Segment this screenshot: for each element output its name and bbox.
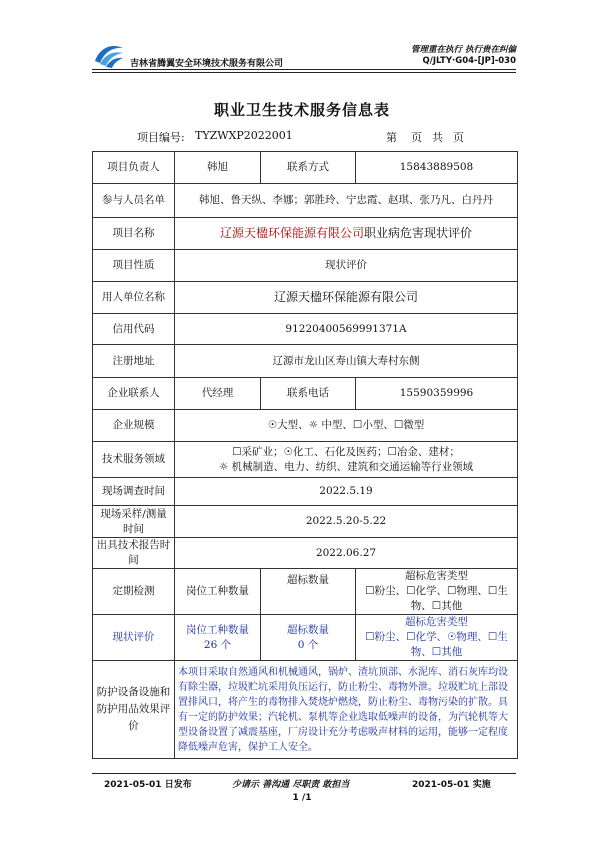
header-rule	[92, 69, 516, 70]
value-survey-time: 2022.5.19	[175, 478, 518, 506]
status-posts-label: 岗位工种数量	[186, 623, 249, 636]
label-status-evaluation: 现状评价	[93, 615, 175, 661]
row-report-time	[93, 538, 518, 569]
status-over	[261, 615, 356, 661]
service-field-line1: ☐采矿业；☉化工、石化及医药；☐冶金、建材；	[232, 445, 460, 458]
value-project-type: 现状评价	[175, 250, 518, 282]
page-marker-gong: 共	[432, 131, 443, 144]
value-service-field	[175, 442, 518, 478]
footer-publish-date: 2021-05-01 日发布	[104, 780, 192, 790]
status-posts	[175, 615, 261, 661]
periodic-hazard-type	[356, 569, 518, 615]
value-enterprise-contact: 代经理	[175, 378, 261, 410]
label-project-lead: 项目负责人	[93, 152, 175, 184]
periodic-over-label	[261, 569, 356, 615]
periodic-hazard-line1: ☐粉尘、☐化学、☐物理、☐生	[365, 585, 508, 597]
value-members: 韩旭、鲁天纵、李娜；郭胜玲、宁忠霞、赵琪、张乃凡、白丹丹	[175, 184, 518, 218]
label-project-name: 项目名称	[93, 218, 175, 250]
status-over-value: 0 个	[297, 638, 319, 651]
footer-effective-date: 2021-05-01 实施	[412, 780, 491, 790]
footer-rule	[92, 773, 516, 774]
label-enterprise-contact: 企业联系人	[93, 378, 175, 410]
value-credit-code: 91220400569991371A	[175, 314, 518, 345]
row-project-type	[93, 250, 518, 282]
service-field-line2: ☼ 机械制造、电力、纺织、建筑和交通运输等行业领域	[218, 460, 474, 473]
status-hazard-type	[356, 615, 518, 661]
page-marker-di: 第	[386, 131, 397, 144]
label-employer: 用人单位名称	[93, 282, 175, 314]
row-enterprise-scale	[93, 410, 518, 442]
row-employer	[93, 282, 518, 314]
periodic-hazard-title: 超标危害类型	[405, 570, 468, 582]
header-rule-thin	[92, 72, 516, 73]
row-periodic-test	[93, 569, 518, 615]
row-project-lead	[93, 152, 518, 184]
label-contact-method: 联系方式	[261, 152, 356, 184]
page-marker-ye2: 页	[453, 131, 464, 144]
row-enterprise-contact	[93, 378, 518, 410]
status-posts-value: 26 个	[203, 638, 232, 651]
value-enterprise-scale: ☉大型、☼ 中型、☐小型、☐微型	[175, 410, 518, 442]
status-hazard-line2: 物、☐其他	[410, 646, 463, 658]
status-hazard-line1: ☐粉尘、☐化学、☉物理、☐生	[365, 631, 508, 643]
value-employer: 辽源天楹环保能源有限公司	[175, 282, 518, 314]
value-report-time: 2022.06.27	[175, 538, 518, 569]
label-enterprise-scale: 企业规模	[93, 410, 175, 442]
status-over-label: 超标数量	[287, 623, 329, 636]
row-sampling-time	[93, 506, 518, 538]
row-project-name	[93, 218, 518, 250]
company-name: 吉林省腾翼安全环境技术服务有限公司	[130, 59, 284, 69]
label-credit-code: 信用代码	[93, 314, 175, 345]
project-name-company: 辽源天楹环保能源有限公司	[219, 226, 364, 240]
label-address: 注册地址	[93, 345, 175, 378]
row-address	[93, 345, 518, 378]
label-sampling-time: 现场采样/测量时间	[93, 506, 175, 538]
label-periodic-test: 定期检测	[93, 569, 175, 615]
header-slogan: 管理重在执行 执行贵在纠偏	[411, 45, 516, 55]
label-report-time: 出具技术报告时间	[93, 538, 175, 569]
value-sampling-time: 2022.5.20-5.22	[175, 506, 518, 538]
periodic-hazard-line2: 物、☐其他	[410, 600, 463, 612]
label-protection-evaluation: 防护设备设施和防护用品效果评价	[93, 661, 175, 759]
row-members	[93, 184, 518, 218]
value-phone: 15590359996	[356, 378, 518, 410]
service-info-table	[92, 151, 518, 759]
footer-page-number: 1 /1	[292, 793, 312, 803]
project-number-value: TYZWXP2022001	[195, 129, 293, 142]
footer-motto: 少请示 善沟通 尽职责 敢担当	[232, 780, 350, 790]
page-title: 职业卫生技术服务信息表	[213, 101, 390, 119]
periodic-over-text: 超标数量	[287, 574, 329, 586]
label-service-field: 技术服务领域	[93, 442, 175, 478]
project-name-tail: 职业病危害现状评价	[364, 226, 473, 240]
value-project-lead: 韩旭	[175, 152, 261, 184]
status-hazard-title: 超标危害类型	[405, 616, 468, 628]
value-protection-evaluation: 本项目采取自然通风和机械通风，锅炉、渣坑顶部、水泥库、消石灰库均设有除尘器，垃圾贮坑采用负压运行，防止粉尘、毒物外泄。垃圾贮坑上部设置排风口，将产生的毒物排入焚烧炉燃烧，防止粉尘、毒物污染的扩散。具有一定的防护效果；汽轮机、泵机等企业选取低噪声的设备，为汽轮机等大型设备设置了减震基座，厂房设计充分考虑吸声材料的运用，能够一定程度降低噪声危害，保护工人安全。	[175, 661, 518, 759]
value-project-name	[175, 218, 518, 250]
label-project-type: 项目性质	[93, 250, 175, 282]
page-marker-ye: 页	[411, 131, 422, 144]
document-number: Q/JLTY·G04-[JP]-030	[422, 56, 516, 66]
row-credit-code	[93, 314, 518, 345]
label-phone: 联系电话	[261, 378, 356, 410]
company-logo-icon	[92, 39, 126, 69]
row-protection-evaluation	[93, 661, 518, 759]
periodic-posts-label: 岗位工种数量	[175, 569, 261, 615]
label-survey-time: 现场调查时间	[93, 478, 175, 506]
value-address: 辽源市龙山区寿山镇大寿村东侧	[175, 345, 518, 378]
label-members: 参与人员名单	[93, 184, 175, 218]
row-service-field	[93, 442, 518, 478]
row-survey-time	[93, 478, 518, 506]
value-contact-method: 15843889508	[356, 152, 518, 184]
row-status-evaluation	[93, 615, 518, 661]
project-number-label: 项目编号:	[137, 131, 185, 144]
